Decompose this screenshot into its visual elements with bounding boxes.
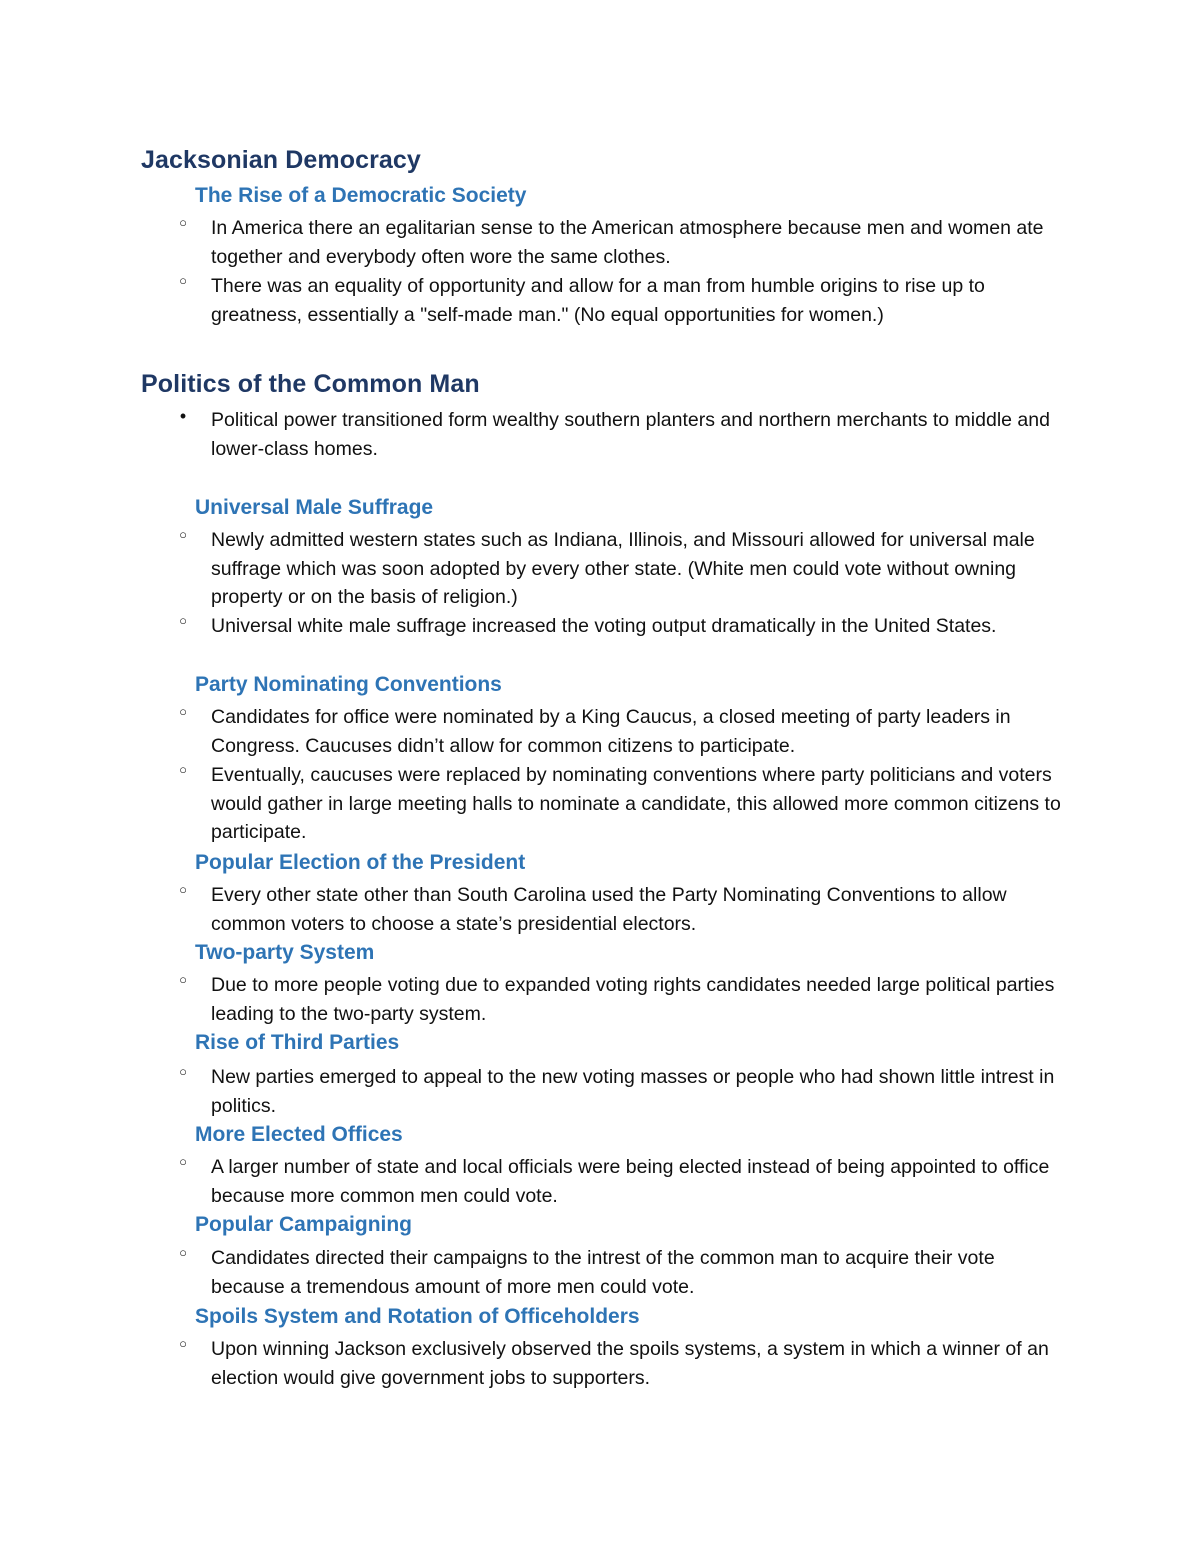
filled-bullet-icon: • — [179, 406, 187, 426]
hollow-bullet-icon: ○ — [179, 1336, 187, 1351]
list-item-text: There was an equality of opportunity and allow for a man from humble origins to rise up to greatness, essentially a "self-made man." (No equal opportunities for women.) — [211, 275, 985, 326]
hollow-bullet-icon: ○ — [179, 762, 187, 777]
list-item-text: New parties emerged to appeal to the new voting masses or people who had shown little intrest in politics. — [211, 1066, 1055, 1117]
hollow-bullet-icon: ○ — [179, 215, 187, 230]
section-heading-popular-election: Popular Election of the President — [195, 851, 526, 874]
section-heading-third-parties: Rise of Third Parties — [195, 1031, 400, 1054]
hollow-bullet-icon: ○ — [179, 273, 187, 288]
section-heading-rise: The Rise of a Democratic Society — [195, 184, 527, 207]
list-item-text: Due to more people voting due to expanded voting rights candidates needed large political parties leading to the two-party system. — [211, 974, 1055, 1025]
section-heading-two-party: Two-party System — [195, 941, 375, 964]
hollow-bullet-icon: ○ — [179, 882, 187, 897]
list-item-text: In America there an egalitarian sense to the American atmosphere because men and women ate together and everybody often wore the same clothes. — [211, 217, 1044, 268]
hollow-bullet-icon: ○ — [179, 613, 187, 628]
section-heading-campaigning: Popular Campaigning — [195, 1213, 413, 1236]
hollow-bullet-icon: ○ — [179, 527, 187, 542]
document-title: Jacksonian Democracy — [141, 146, 421, 174]
section-heading-elected-offices: More Elected Offices — [195, 1123, 403, 1146]
list-item-text: Upon winning Jackson exclusively observed the spoils systems, a system in which a winner of an election would give government jobs to supporters. — [211, 1338, 1049, 1389]
section-heading-suffrage: Universal Male Suffrage — [195, 496, 434, 519]
list-item-text: Newly admitted western states such as Indiana, Illinois, and Missouri allowed for universal male suffrage which was soon adopted by every other state. (White men could vote without owning property or on the basis of religion.) — [211, 529, 1035, 608]
list-item-text: Political power transitioned form wealthy southern planters and northern merchants to middle and lower-class homes. — [211, 409, 1050, 460]
list-item-text: Every other state other than South Carolina used the Party Nominating Conventions to allow common voters to choose a state’s presidential electors. — [211, 884, 1007, 935]
section-heading-common-man: Politics of the Common Man — [141, 370, 480, 398]
hollow-bullet-icon: ○ — [179, 1154, 187, 1169]
section-heading-spoils: Spoils System and Rotation of Officeholders — [195, 1305, 640, 1328]
list-item-text: A larger number of state and local officials were being elected instead of being appointed to office because more common men could vote. — [211, 1156, 1050, 1207]
hollow-bullet-icon: ○ — [179, 1064, 187, 1079]
list-item-text: Candidates for office were nominated by a King Caucus, a closed meeting of party leaders in Congress. Caucuses didn’t allow for common citizens to participate. — [211, 706, 1011, 757]
list-item-text: Candidates directed their campaigns to the intrest of the common man to acquire their vote because a tremendous amount of more men could vote. — [211, 1247, 995, 1298]
list-item-text: Eventually, caucuses were replaced by nominating conventions where party politicians and voters would gather in large meeting halls to nominate a candidate, this allowed more common citizens to participate. — [211, 764, 1061, 843]
hollow-bullet-icon: ○ — [179, 972, 187, 987]
list-item-text: Universal white male suffrage increased the voting output dramatically in the United States. — [211, 615, 997, 637]
section-heading-conventions: Party Nominating Conventions — [195, 673, 502, 696]
hollow-bullet-icon: ○ — [179, 1245, 187, 1260]
hollow-bullet-icon: ○ — [179, 704, 187, 719]
